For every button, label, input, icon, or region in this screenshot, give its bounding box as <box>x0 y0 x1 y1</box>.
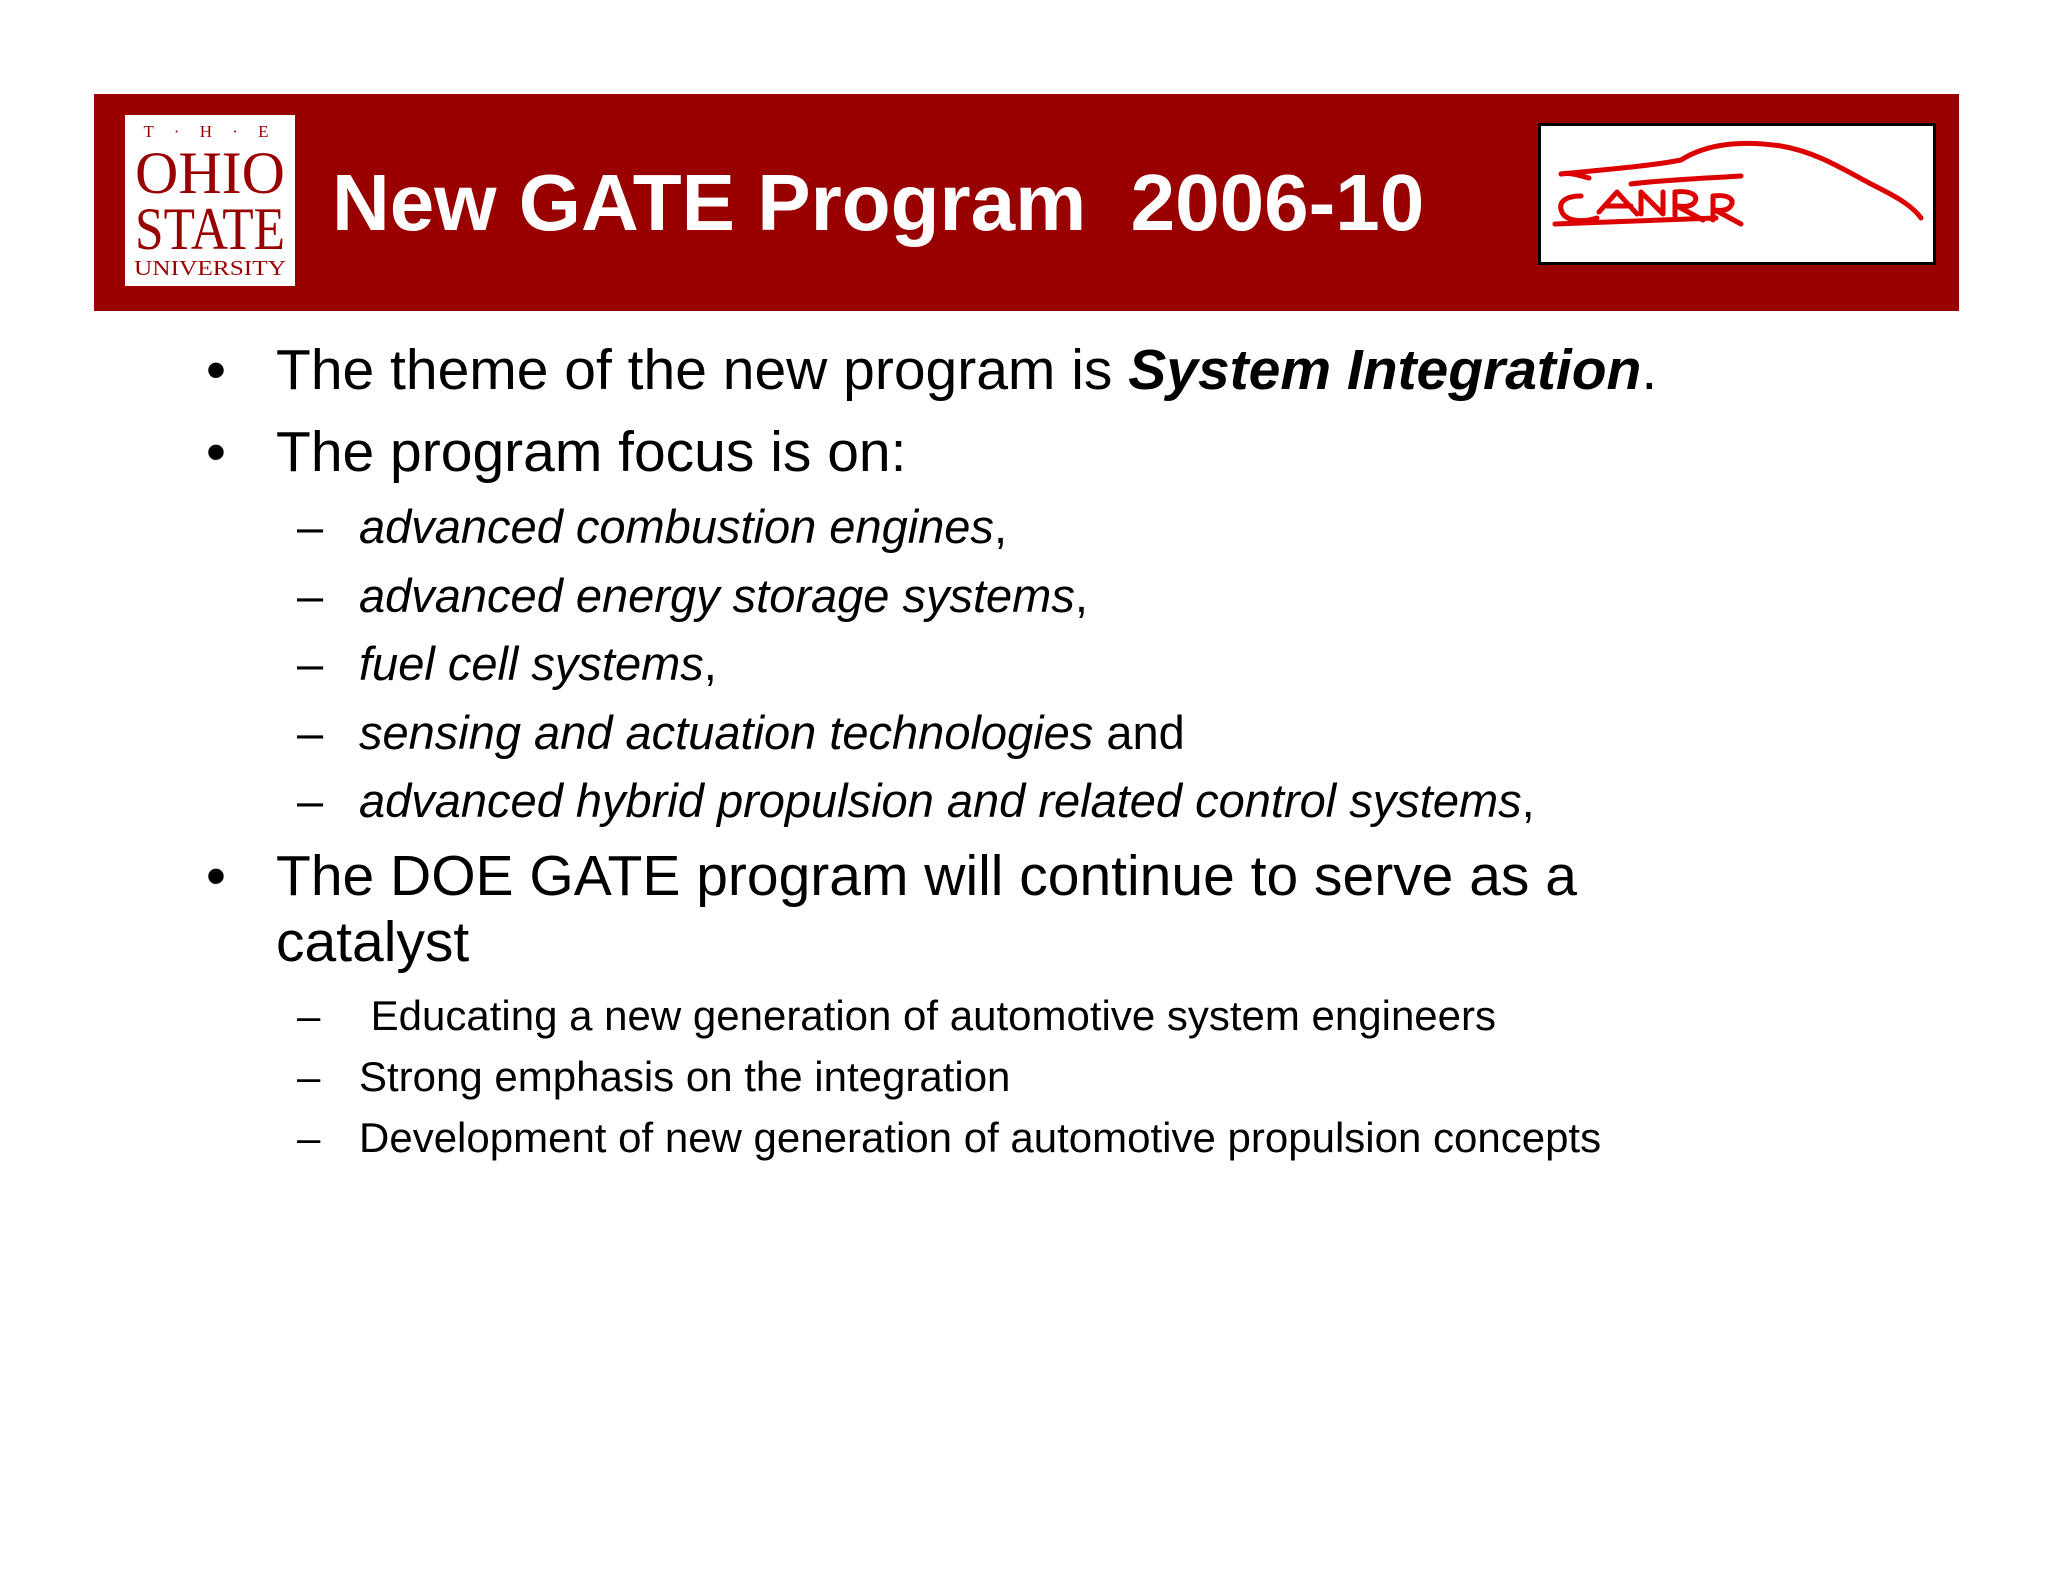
sub-item-text: Strong emphasis on the integration <box>359 1053 1011 1100</box>
sub-item-text <box>359 705 1185 761</box>
osu-logo-university: UNIVERSITY <box>134 256 286 280</box>
sub-item-italic: sensing and actuation technologies <box>359 706 1094 759</box>
dash-marker: – <box>297 706 324 759</box>
bullet-text <box>276 337 1657 403</box>
sub-item-suffix: , <box>1074 569 1088 622</box>
sub-item-italic: fuel cell systems <box>359 637 704 690</box>
bullet-marker: • <box>206 844 226 908</box>
bullet-marker: • <box>206 338 226 402</box>
sub-item-text <box>359 499 1007 555</box>
osu-logo-the: T · H · E <box>143 122 277 141</box>
bullet-text-lead: The theme of the new program is <box>276 338 1129 402</box>
sub-item-text: Educating a new generation of automotive system engineers <box>359 992 1497 1039</box>
sub-item-text: Development of new generation of automotive propulsion concepts <box>359 1114 1602 1161</box>
sub-item-text <box>359 773 1535 829</box>
dash-marker: – <box>297 500 324 553</box>
dash-marker: – <box>297 1114 321 1161</box>
bullet-text-emphasis: System Integration <box>1128 338 1642 402</box>
bullet-item-catalyst-continuation <box>206 909 470 1107</box>
bullet-text-trail: . <box>1641 338 1658 402</box>
bullet-text: The program focus is on: <box>276 420 907 484</box>
sub-item-italic: advanced combustion engines <box>359 500 994 553</box>
sub-item-text <box>359 568 1088 624</box>
sub-item-text <box>359 636 717 692</box>
dash-marker: – <box>297 992 321 1039</box>
bullet-marker: • <box>206 420 226 484</box>
dash-marker: – <box>297 774 324 827</box>
sub-item-suffix: , <box>703 637 717 690</box>
osu-logo-ohio: OHIO <box>135 140 285 206</box>
sub-item-italic: advanced energy storage systems <box>359 569 1075 622</box>
osu-logo-state: STATE <box>135 196 285 262</box>
sub-item-propulsion-concepts <box>297 1113 1602 1313</box>
bullet-text-line2: catalyst <box>276 910 470 974</box>
dash-marker: – <box>297 1053 321 1100</box>
sub-item-italic: advanced hybrid propulsion and related control systems <box>359 774 1522 827</box>
sub-item-suffix: and <box>1093 706 1185 759</box>
slide-title: New GATE Program 2006-10 <box>332 158 1425 247</box>
dash-marker: – <box>297 637 324 690</box>
dash-marker: – <box>297 569 324 622</box>
bullet-text-line1: The DOE GATE program will continue to serve as a <box>276 844 1577 908</box>
sub-item-suffix: , <box>993 500 1007 553</box>
sub-item-suffix: , <box>1521 774 1535 827</box>
